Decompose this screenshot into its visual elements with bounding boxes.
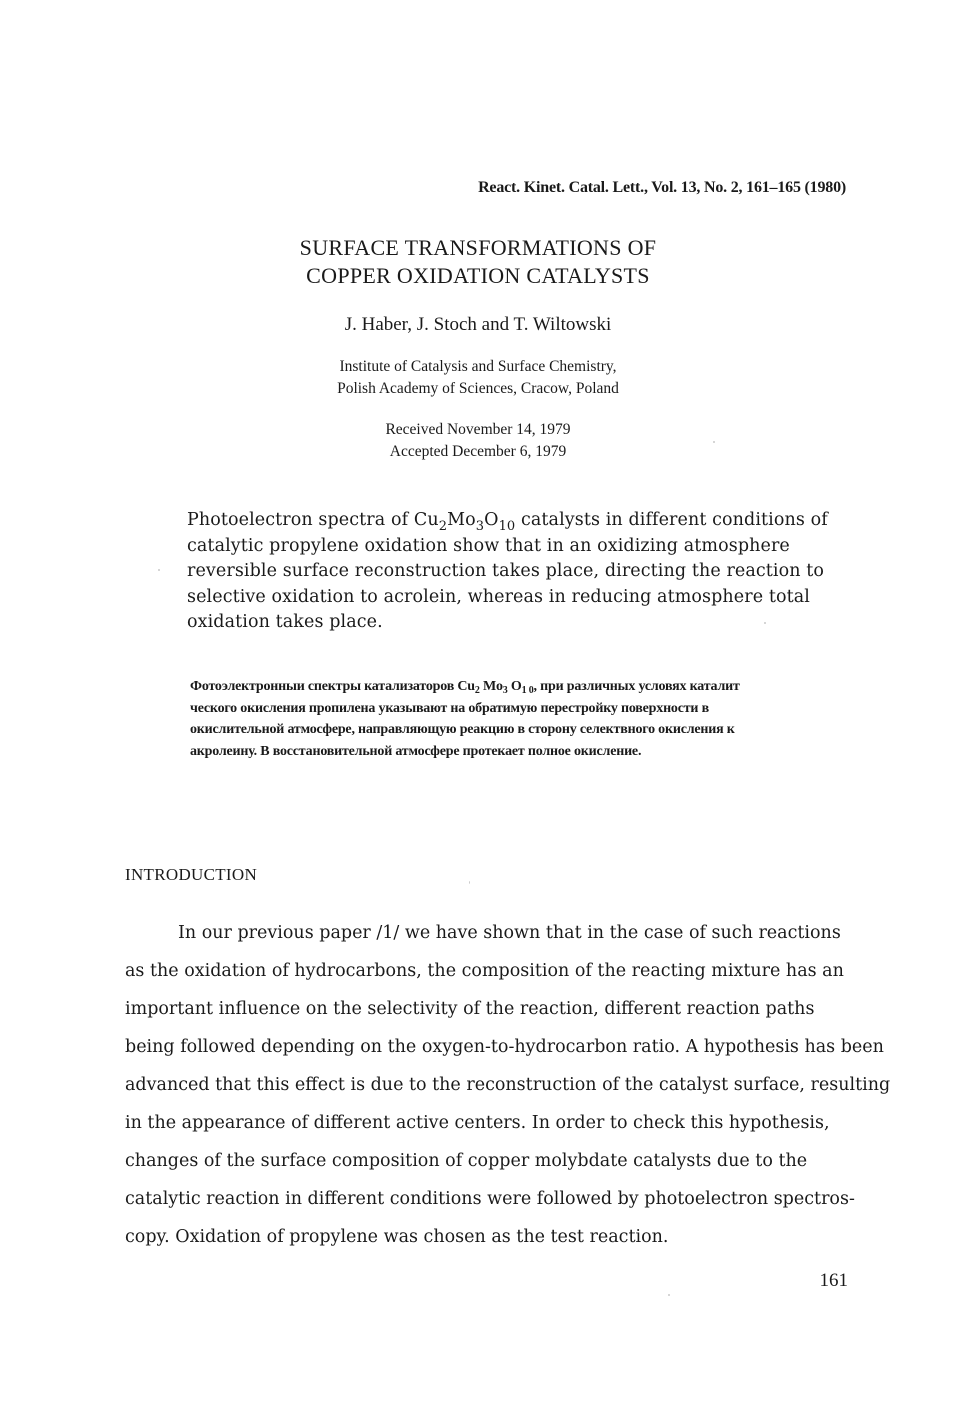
abstract-en-line-1 xyxy=(187,508,827,534)
abstract-en-line-3: reversible surface reconstruction takes place, directing the reaction to xyxy=(187,561,825,581)
dates xyxy=(200,419,756,463)
intro-line: catalytic reaction in different conditions were followed by photoelectron spectros- xyxy=(125,1189,855,1209)
abstract-ru-line-4: акролеину. В восстановительной атмосфере протекает полное окисление. xyxy=(190,743,642,759)
paper-title xyxy=(200,234,756,290)
subscript: 3 xyxy=(502,685,508,696)
abstract-en-text: catalysts in different conditions of xyxy=(515,510,828,530)
abstract-russian xyxy=(190,676,890,762)
title-line-1: SURFACE TRANSFORMATIONS OF xyxy=(299,235,657,260)
intro-line: being followed depending on the oxygen-to-hydrocarbon ratio. A hypothesis has been xyxy=(125,1037,884,1057)
intro-line: copy. Oxidation of propylene was chosen as the test reaction. xyxy=(125,1227,669,1247)
scan-speck xyxy=(764,622,766,624)
scan-speck xyxy=(469,881,470,884)
abstract-en-text: O xyxy=(484,510,499,530)
abstract-ru-line-1 xyxy=(190,676,890,698)
abstract-ru-text: , при различных условях каталит xyxy=(533,679,740,694)
abstract-en-text: Photoelectron spectra of Cu xyxy=(187,510,439,530)
accepted-date: Accepted December 6, 1979 xyxy=(389,443,567,460)
abstract-ru-line-3: окислительной атмосфере, направляющую реакцию в сторону селектвного окисления к xyxy=(190,722,735,737)
section-heading: INTRODUCTION xyxy=(125,865,258,884)
abstract-en-line-5: oxidation takes place. xyxy=(187,612,383,632)
introduction-paragraph xyxy=(125,914,891,1256)
abstract-en-text: Mo xyxy=(447,510,476,530)
page-number: 161 xyxy=(819,1270,848,1291)
abstract-english xyxy=(187,508,827,636)
received-date: Received November 14, 1979 xyxy=(385,421,571,438)
abstract-ru-line-2: ческого окисления пропилена указывают на обратимую перестройку поверхности в xyxy=(190,700,709,716)
affiliation-line-1: Institute of Catalysis and Surface Chemistry, xyxy=(339,358,617,375)
intro-line: advanced that this effect is due to the reconstruction of the catalyst surface, resulting xyxy=(125,1075,891,1095)
abstract-en-line-2: catalytic propylene oxidation show that in an oxidizing atmosphere xyxy=(187,535,790,556)
abstract-ru-text: Mo xyxy=(479,679,503,694)
subscript: 1 0 xyxy=(521,685,534,696)
intro-line: in the appearance of different active centers. In order to check this hypothesis, xyxy=(125,1113,830,1133)
abstract-ru-text: Фотоэлектронныи спектры катализаторов Cu xyxy=(190,679,475,694)
subscript: 2 xyxy=(438,519,448,534)
scan-speck xyxy=(668,1294,670,1296)
journal-citation: React. Kinet. Catal. Lett., Vol. 13, No. 2, 161–165 (1980) xyxy=(478,179,846,196)
affiliation xyxy=(200,356,756,400)
affiliation-line-2: Polish Academy of Sciences, Cracow, Poland xyxy=(337,380,619,397)
subscript: 10 xyxy=(498,519,516,534)
intro-line: In our previous paper /1/ we have shown that in the case of such reactions xyxy=(178,923,841,943)
abstract-ru-text: O xyxy=(507,679,522,694)
subscript: 3 xyxy=(475,519,485,534)
abstract-en-line-4: selective oxidation to acrolein, whereas in reducing atmosphere total xyxy=(187,586,810,607)
scan-speck xyxy=(713,441,715,443)
intro-line: important influence on the selectivity of the reaction, different reaction paths xyxy=(125,999,815,1019)
intro-line: changes of the surface composition of copper molybdate catalysts due to the xyxy=(125,1151,808,1171)
subscript: 2 xyxy=(474,685,480,696)
intro-line: as the oxidation of hydrocarbons, the composition of the reacting mixture has an xyxy=(125,961,844,981)
authors: J. Haber, J. Stoch and T. Wiltowski xyxy=(344,314,612,335)
scan-speck xyxy=(158,569,160,571)
title-line-2: COPPER OXIDATION CATALYSTS xyxy=(306,263,650,288)
